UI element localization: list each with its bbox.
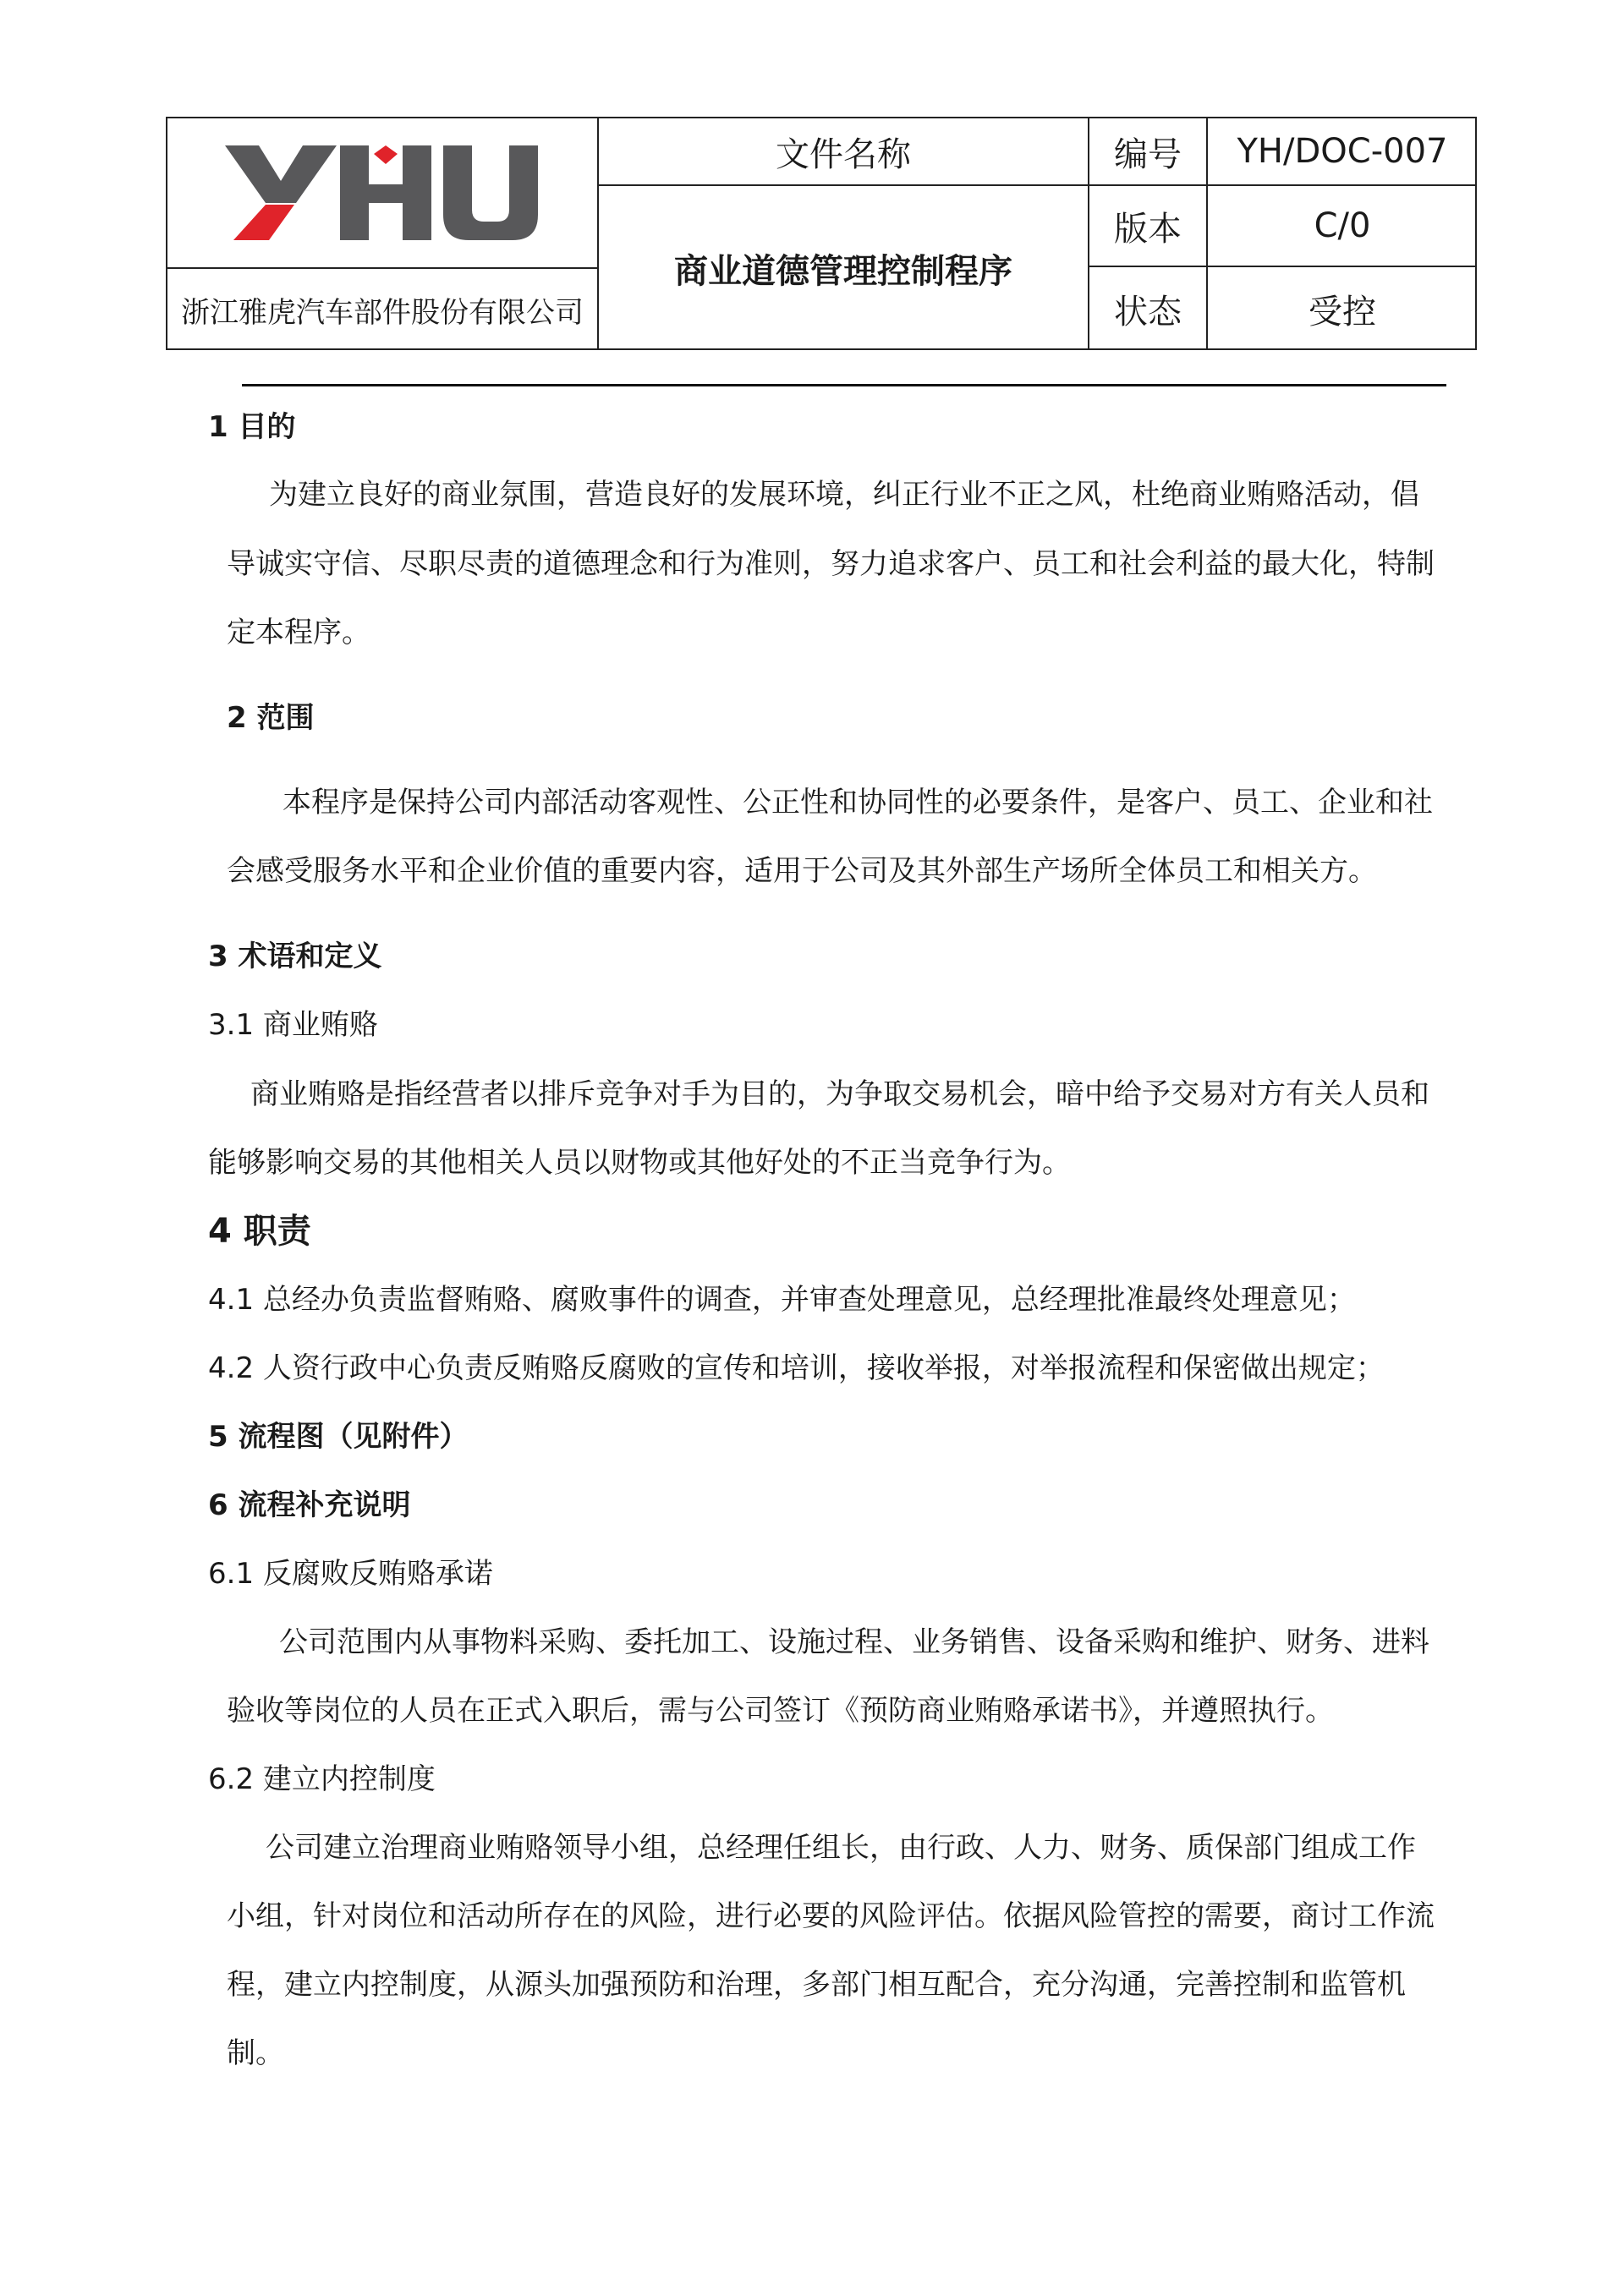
section-1-heading: 1 目的 xyxy=(208,410,296,444)
subsection-heading: 6.2 建立内控制度 xyxy=(208,1762,436,1796)
list-item: 4.2 人资行政中心负责反贿赂反腐败的宣传和培训，接收举报，对举报流程和保密做出规定； xyxy=(208,1351,1385,1385)
header-rule xyxy=(242,384,1446,386)
doc-name-label: 文件名称 xyxy=(776,134,911,174)
paragraph-line: 本程序是保持公司内部活动客观性、公正性和协同性的必要条件，是客户、员工、企业和社 xyxy=(283,786,1433,819)
section-3-heading: 3 术语和定义 xyxy=(208,940,382,973)
section-6-heading: 6 流程补充说明 xyxy=(208,1488,411,1522)
paragraph-line: 定本程序。 xyxy=(227,616,370,649)
number-label: 编号 xyxy=(1114,134,1182,174)
paragraph-line: 公司建立治理商业贿赂领导小组，总经理任组长，由行政、人力、财务、质保部门组成工作 xyxy=(266,1831,1416,1865)
section-4-heading: 4 职责 xyxy=(208,1212,311,1251)
subsection-heading: 6.1 反腐败反贿赂承诺 xyxy=(208,1557,493,1591)
subsection-heading: 3.1 商业贿赂 xyxy=(208,1008,378,1042)
paragraph-line: 验收等岗位的人员在正式入职后，需与公司签订《预防商业贿赂承诺书》，并遵照执行。 xyxy=(227,1694,1334,1728)
doc-title: 商业道德管理控制程序 xyxy=(674,251,1012,291)
paragraph-line: 商业贿赂是指经营者以排斥竞争对手为目的，为争取交易机会，暗中给予交易对方有关人员和 xyxy=(250,1077,1429,1111)
paragraph-line: 会感受服务水平和企业价值的重要内容，适用于公司及其外部生产场所全体员工和相关方。 xyxy=(227,854,1377,888)
number-value: YH/DOC-007 xyxy=(1237,132,1448,171)
document-header-table xyxy=(166,117,1477,350)
status-label: 状态 xyxy=(1114,292,1182,332)
paragraph-line: 公司范围内从事物料采购、委托加工、设施过程、业务销售、设备采购和维护、财务、进料 xyxy=(279,1625,1429,1659)
status-value: 受控 xyxy=(1309,292,1376,332)
company-name: 浙江雅虎汽车部件股份有限公司 xyxy=(181,295,584,330)
section-5-heading: 5 流程图（见附件） xyxy=(208,1420,469,1454)
company-logo xyxy=(167,118,597,267)
version-label: 版本 xyxy=(1114,209,1182,249)
version-value: C/0 xyxy=(1314,206,1371,245)
paragraph-line: 导诚实守信、尽职尽责的道德理念和行为准则，努力追求客户、员工和社会利益的最大化，特制 xyxy=(227,547,1435,581)
paragraph-line: 能够影响交易的其他相关人员以财物或其他好处的不正当竞争行为。 xyxy=(208,1146,1071,1180)
list-item: 4.1 总经办负责监督贿赂、腐败事件的调查，并审查处理意见，总经理批准最终处理意见； xyxy=(208,1283,1356,1317)
paragraph-line: 程，建立内控制度，从源头加强预防和治理，多部门相互配合，充分沟通，完善控制和监管机 xyxy=(227,1968,1406,2002)
paragraph-line: 为建立良好的商业氛围，营造良好的发展环境，纠正行业不正之风，杜绝商业贿赂活动，倡 xyxy=(269,478,1419,512)
yhu-logo-icon xyxy=(222,142,543,244)
paragraph-line: 制。 xyxy=(227,2036,284,2070)
paragraph-line: 小组，针对岗位和活动所存在的风险，进行必要的风险评估。依据风险管控的需要，商讨工作流 xyxy=(227,1899,1435,1933)
section-2-heading: 2 范围 xyxy=(227,701,315,735)
